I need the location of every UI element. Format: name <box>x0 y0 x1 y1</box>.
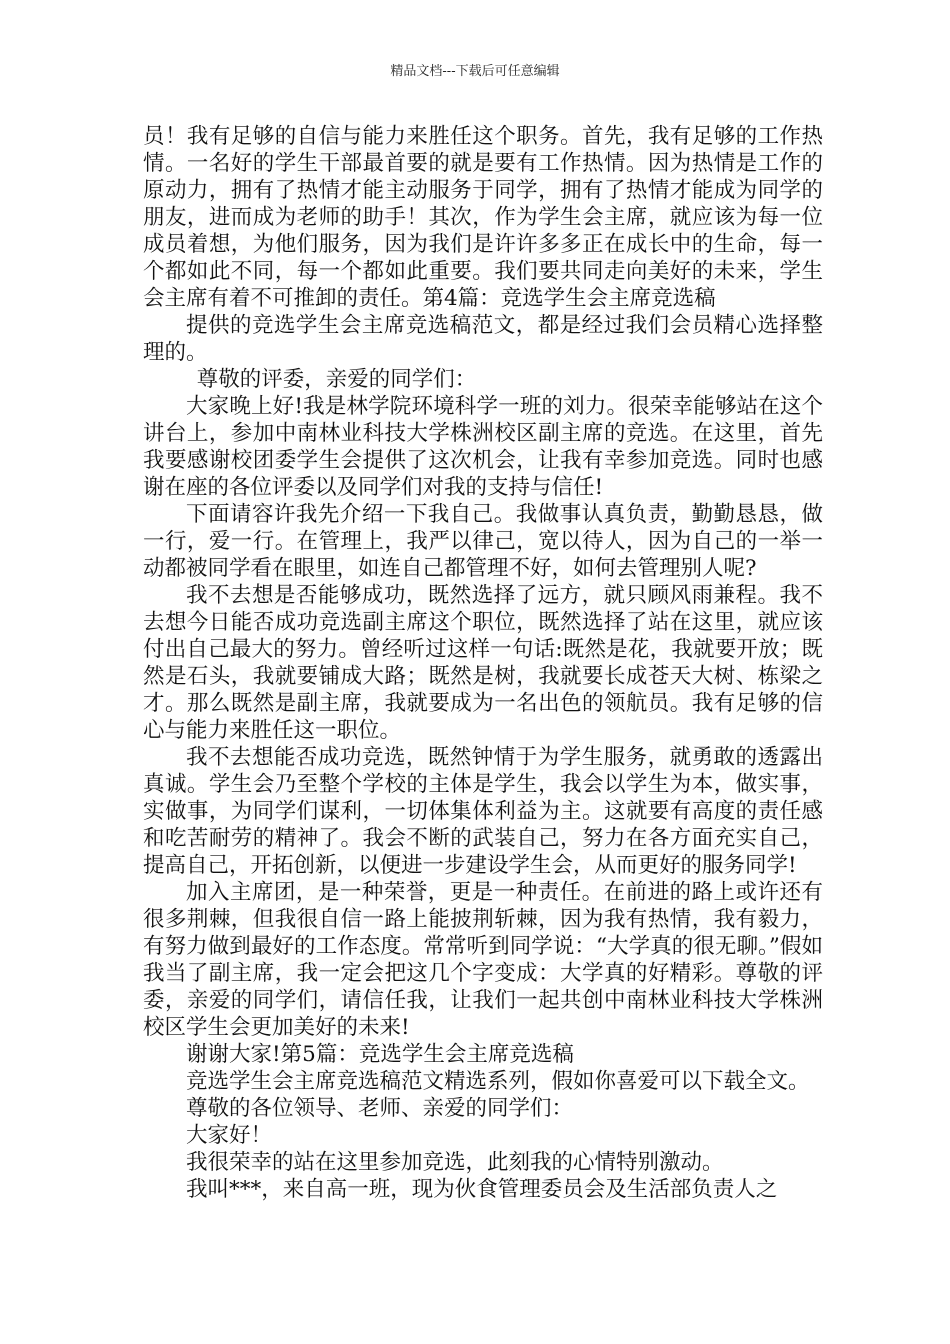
document-body <box>143 123 823 1203</box>
page-header: 精品文档---下载后可任意编辑 <box>390 64 560 79</box>
paragraph-effort: 我不去想是否能够成功，既然选择了远方，就只顾风雨兼程。我不去想今日能否成功竞选副主席这个职位，既然选择了站在这里，就应该付出自己最大的努力。曾经听过这样一句话:既然是花，我就要开放；既然是石头，我就要铺成大路；既然是树，我就要长成苍天大树、栋梁之才。那么既然是副主席，我就要成为一名出色的领航员。我有足够的信心与能力来胜任这一职位。 <box>143 583 823 743</box>
paragraph-salutation-2: 尊敬的各位领导、老师、亲爱的同学们： <box>186 1096 574 1121</box>
paragraph-intro: 提供的竞选学生会主席竞选稿范文，都是经过我们会员精心选择整理的。 <box>143 313 823 365</box>
paragraph-honor: 加入主席团，是一种荣誉，更是一种责任。在前进的路上或许还有很多荆棘，但我很自信一路上能披荆斩棘，因为我有热情，我有毅力，有努力做到最好的工作态度。常常听到同学说：“大学真的很无聊。”假如我当了副主席，我一定会把这几个字变成：大学真的好精彩。尊敬的评委，亲爱的同学们，请信任我，让我们一起共创中南林业科技大学株洲校区学生会更加美好的未来! <box>143 880 823 1040</box>
paragraph-honored: 我很荣幸的站在这里参加竞选，此刻我的心情特别激动。 <box>186 1150 724 1175</box>
paragraph-salutation: 尊敬的评委，亲爱的同学们： <box>196 367 477 392</box>
paragraph-greeting: 大家晚上好!我是林学院环境科学一班的刘力。很荣幸能够站在这个讲台上，参加中南林业科技大学株洲校区副主席的竞选。在这里，首先我要感谢校团委学生会提供了这次机会，让我有幸参加竞选。同时也感谢在座的各位评委以及同学们对我的支持与信任! <box>143 394 823 500</box>
paragraph-thanks-heading: 谢谢大家!第5篇：竞选学生会主席竞选稿 <box>186 1042 574 1067</box>
paragraph-name: 我叫***，来自高一班，现为伙食管理委员会及生活部负责人之 <box>186 1177 778 1202</box>
paragraph-continuation: 员！我有足够的自信与能力来胜任这个职务。首先，我有足够的工作热情。一名好的学生干部最首要的就是要有工作热情。因为热情是工作的原动力，拥有了热情才能主动服务于同学，拥有了热情才能成为同学的朋友，进而成为老师的助手！其次，作为学生会主席，就应该为每一位成员着想，为他们服务，因为我们是许许多多正在成长中的生命，每一个都如此不同，每一个都如此重要。我们要共同走向美好的未来，学生会主席有着不可推卸的责任。第4篇：竞选学生会主席竞选稿 <box>143 124 823 311</box>
paragraph-series-intro: 竞选学生会主席竞选稿范文精选系列，假如你喜爱可以下载全文。 <box>186 1069 810 1094</box>
paragraph-service: 我不去想能否成功竞选，既然钟情于为学生服务，就勇敢的透露出真诚。学生会乃至整个学校的主体是学生，我会以学生为本，做实事，实做事，为同学们谋利，一切体集体利益为主。这就要有高度的责任感和吃苦耐劳的精神了。我会不断的武装自己，努力在各方面充实自己，提高自己，开拓创新，以便进一步建设学生会，从而更好的服务同学! <box>143 745 823 878</box>
paragraph-self-intro: 下面请容许我先介绍一下我自己。我做事认真负责，勤勤恳恳，做一行，爱一行。在管理上，我严以律己，宽以待人，因为自己的一举一动都被同学看在眼里，如连自己都管理不好，如何去管理别人呢? <box>143 502 823 581</box>
paragraph-hello: 大家好！ <box>186 1123 273 1148</box>
